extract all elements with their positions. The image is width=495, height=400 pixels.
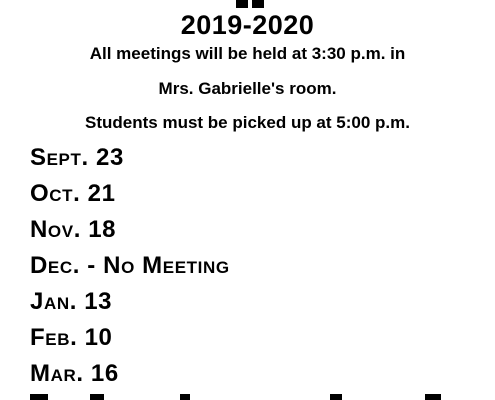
meeting-dates-list	[30, 140, 230, 392]
meeting-date-dec: Dec. - No Meeting	[30, 252, 230, 279]
pickup-time-note: Students must be picked up at 5:00 p.m.	[85, 113, 410, 132]
school-year-heading: 2019-2020	[180, 10, 315, 40]
meeting-date-jan: Jan. 13	[30, 288, 113, 315]
meeting-date-oct: Oct. 21	[30, 180, 116, 207]
meeting-date-mar: Mar. 16	[30, 360, 119, 387]
meeting-date-nov: Nov. 18	[30, 216, 117, 243]
meeting-date-sept: Sept. 23	[30, 144, 124, 171]
meeting-date-feb: Feb. 10	[30, 324, 113, 351]
meeting-room-note: Mrs. Gabrielle's room.	[158, 79, 337, 98]
meeting-time-note: All meetings will be held at 3:30 p.m. in	[89, 44, 406, 63]
cutoff-next-line	[30, 391, 470, 400]
